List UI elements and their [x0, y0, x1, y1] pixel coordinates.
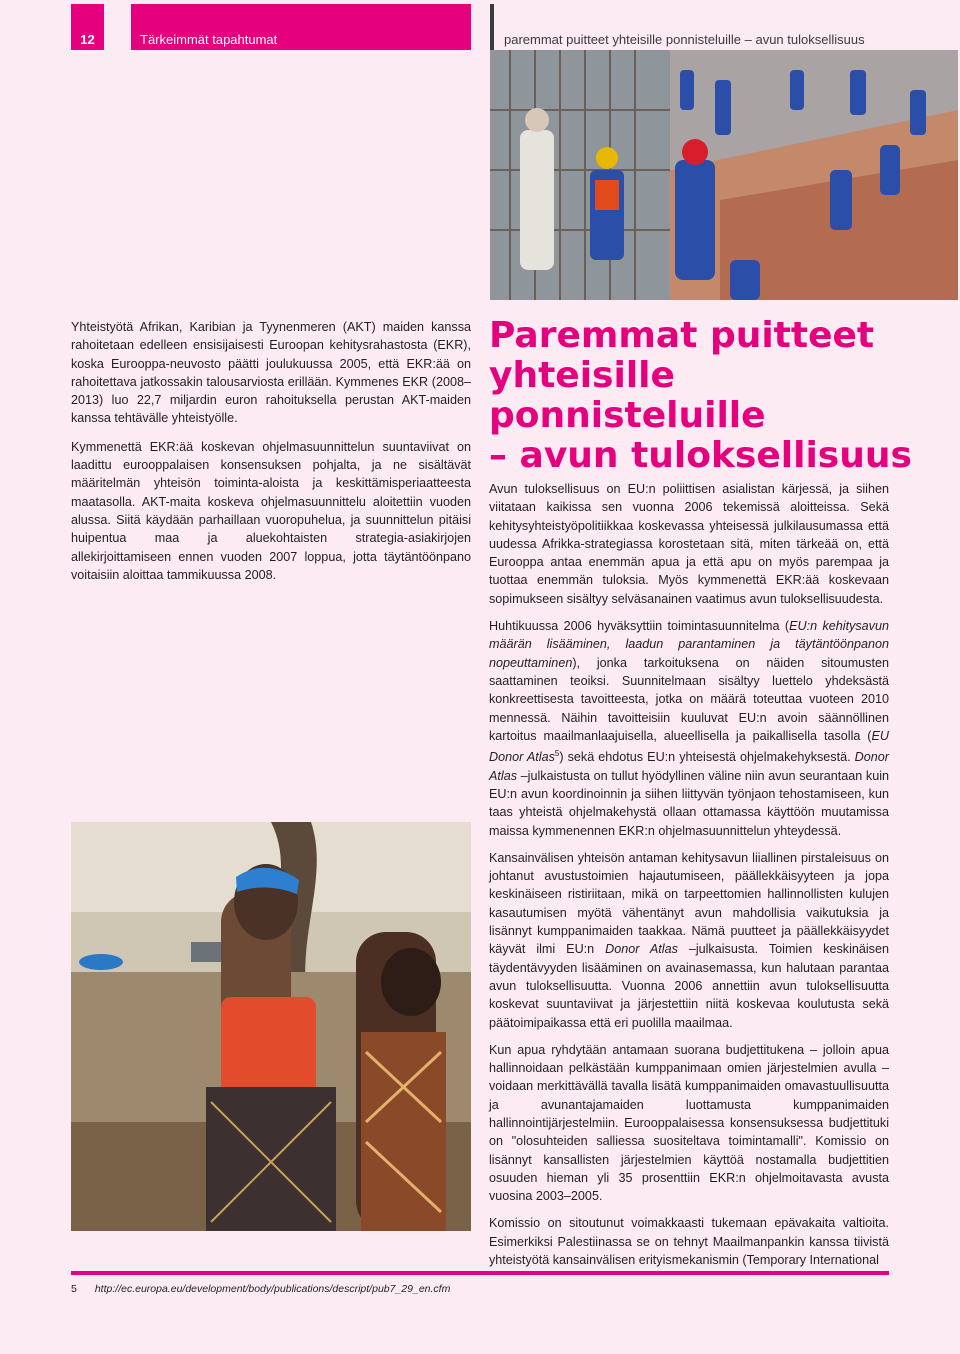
text-run: –julkaisusta. Toimien keskinäisen täydentävyyden lisääminen on avainasemassa, kun halutaan parantaa avun tuloksellisuutta. Vuonna 2006 annettiin avun tuloksellisuutta koskevat suuntaviivat ja järjestettiin niitä koskevaa koulutusta sekä päätoimipaikassa että eri puolilla maailmaa.: [489, 942, 889, 1030]
right-paragraph: Kun apua ryhdytään antamaan suorana budjettitukena – jolloin apua hallinnoidaan pelkästään kumppanimaan omien järjestelmien avulla – voidaan merkittävällä tavalla lisätä kumppanimaiden omavastuullisuutta ja avunantajamaiden luottamusta kumppanimaiden hallinnointijärjestelmiin. Eurooppalaisessa konsensuksessa budjettituki on "olosuhteiden salliessa suositeltava toimintamalli". Komissio on lisännyt kansallisten järjestelmien käyttöä nostamalla budjettitien osuuden hieman yli 35 prosenttiin EKR:n ohjelmoitavasta avusta vuosina 2003–2005.: [489, 1042, 889, 1204]
women-photo: [71, 822, 471, 1231]
construction-site-photo: [490, 50, 958, 300]
women-photo-illustration: [71, 822, 471, 1231]
emphasis-run: EU Donor Atlas: [489, 728, 889, 765]
right-paragraph: Avun tuloksellisuus on EU:n poliittisen asialistan kärjessä, ja siihen viitataan kaikissa sen vuonna 2006 tekemissä aloitteissa. Sekä kehitysyhteistyöpolitiikkaa koskevassa yhteisessä julkilausumassa että uudessa Afrikka-strategiassa korostetaan sitä, miten tärkeää on, että Eurooppa antaa enemmän apua ja että apu on myös parempaa ja tuottaa enemmän tuloksia. Myös kymmenettä EKR:ää koskevaan sopimukseen sisältyy selväsanainen vaatimus avun tuloksellisuudesta.: [489, 482, 889, 606]
text-run: –julkaistusta on tullut hyödyllinen väline niin avun seurantaan kuin EU:n avun koordinoinnin ja siihen liittyvän työnjaon tehostamiseen, kun taas yhteistä ohjelmakehystä ollaan ottamassa käyttöön muutamissa maissa kymmenennen EKR:n ohjelmasuunnittelun yhteydessä.: [489, 768, 889, 838]
footnote-ref: 5: [554, 749, 560, 759]
text-run: ) sekä ehdotus EU:n yhteisestä ohjelmakehyksestä.: [559, 750, 855, 765]
right-paragraph: [489, 849, 889, 1032]
left-text-column: [71, 318, 471, 594]
title-line: Paremmat puitteet: [489, 315, 875, 356]
footnote-number: 5: [71, 1283, 77, 1295]
title-line: – avun tuloksellisuus: [489, 435, 912, 476]
right-paragraph: Komissio on sitoutunut voimakkaasti tukemaan epävakaita valtioita. Esimerkiksi Palestiinassa se on tehnyt Maailmanpankin kanssa tiivistä yhteistyötä kansainvälisen erityismekanismin (Temporary International: [489, 1216, 889, 1268]
emphasis-run: Donor Atlas: [489, 750, 889, 783]
emphasis-run: Donor Atlas: [605, 942, 678, 957]
left-paragraph: Yhteistyötä Afrikan, Karibian ja Tyynenmeren (AKT) maiden kanssa rahoitetaan edelleen ensisijaisesti Euroopan kehitysrahastosta (EKR), koska Eurooppa-neuvosto päätti joulukuussa 2005, että EKR:ää on rahoitettava jatkossakin talousarviosta erillään. Kymmenes EKR (2008–2013) luo 22,7 miljardin euron rahoituksella perustan AKT-maiden kanssa tehtävälle yhteistyölle.: [71, 320, 471, 426]
text-run: Huhtikuussa 2006 hyväksyttiin toimintasuunnitelma (: [489, 619, 790, 634]
text-run: Kansainvälisen yhteisön antaman kehitysavun liiallinen pirstaleisuus on johtanut avustustoimien hajautumiseen, päällekkäisyyteen ja jopa keskinäiseen ristiriitaan, mikä on tarpeettomien hallinnollisten kulujen kasautumisen myötä vähentänyt avun mahdollisia vaikutuksia ja lisännyt kumppanimaiden taakkaa. Nämä puutteet ja päällekkäisyydet käyvät ilmi EU:n: [489, 850, 889, 957]
left-paragraph: Kymmenettä EKR:ää koskevan ohjelmasuunnittelun suuntaviivat on laadittu eurooppalaisen konsensuksen pohjalta, ja ne sisältävät määritelmän yhteisön toiminta-aloista ja keskittämisperiaatteesta maatasolla. AKT-maita koskeva ohjelmasuunnittelu aloitettiin vuoden alussa. Siitä käydään parhaillaan vuoropuhelua, ja suunnittelun pitäisi huipentua maa ja aluekohtaisten strategia-asiakirjojen allekirjoittamiseen ennen vuoden 2007 loppua, jotta täytäntöönpano voitaisiin aloittaa tammikuussa 2008.: [71, 439, 471, 582]
emphasis-run: EU:n kehitysavun määrän lisääminen, laadun parantaminen ja täytäntöönpanon nopeuttaminen: [489, 619, 889, 670]
construction-photo-illustration: [490, 50, 958, 300]
footnote-divider: [71, 1271, 889, 1275]
footnote: [71, 1283, 450, 1295]
footnote-url[interactable]: http://ec.europa.eu/development/body/publications/descript/pub7_29_en.cfm: [94, 1283, 451, 1295]
title-line: yhteisille ponnisteluille: [489, 355, 766, 436]
running-title: paremmat puitteet yhteisille ponnisteluille – avun tuloksellisuus: [504, 32, 865, 47]
article-title: [489, 316, 929, 476]
page-number: 12: [71, 4, 104, 50]
text-run: ), jonka tarkoituksena on näiden sitoumusten saattaminen teoiksi. Suunnitelmaan sisältyy luettelo yhdeksästä konkreettisesta tavoitteesta, jotka on määrä toteuttaa vuoteen 2010 mennessä. Näihin tavoitteisiin kuuluvat EU:n avoin säännöllinen kartoitus maailmanlaajuisella, alueellisella ja paikallisella tasolla (: [489, 655, 889, 743]
right-text-column: [489, 480, 889, 1278]
right-paragraph: [489, 617, 889, 840]
section-title: Tärkeimmät tapahtumat: [131, 4, 471, 50]
